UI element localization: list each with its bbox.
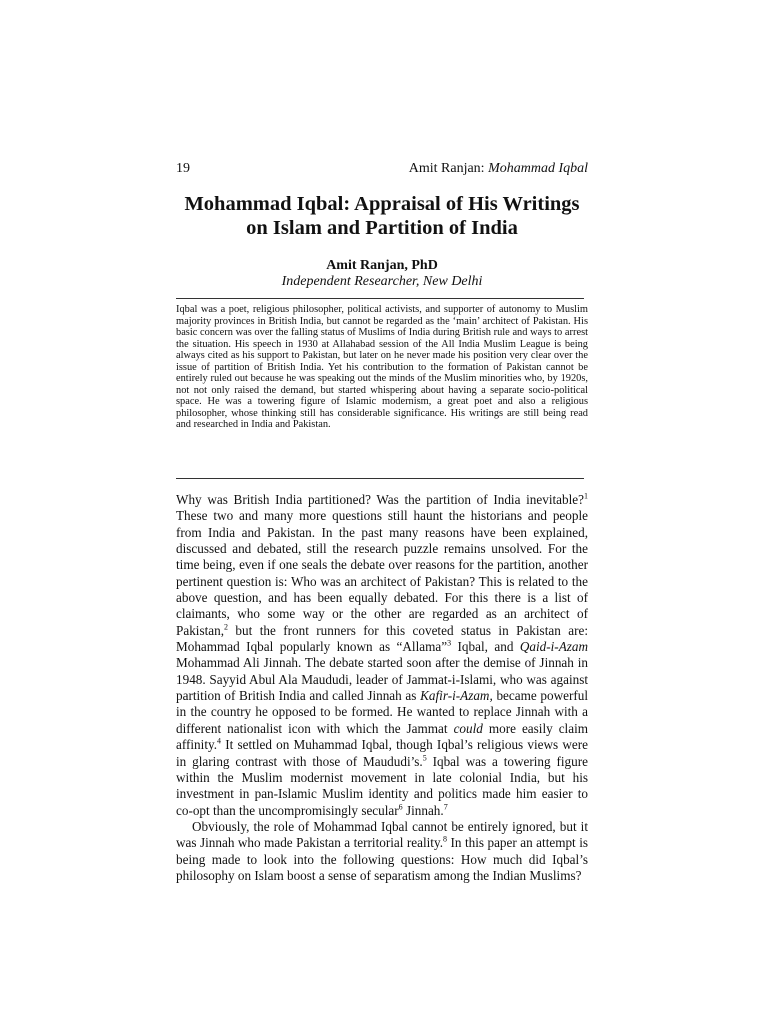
running-head-title: Mohammad Iqbal <box>488 161 588 176</box>
title-line-2: on Islam and Partition of India <box>246 217 518 239</box>
abstract: Iqbal was a poet, religious philosopher, political activists, and supporter of autonomy to Muslim majority provinces in British India, but cannot be regarded as the ‘main’ architect of Pakistan. His basic concern was over the falling status of Muslims of India during British rule and ways to arrest the situation. His speech in 1930 at Allahabad session of the All India Muslim League is being always cited as his support to Pakistan, but later on he never made his position very clear over the issue of partition of British India. Yet his contribution to the formation of Pakistan cannot be entirely ruled out because he was speaking out the minds of the Muslim minorities who, by 1920s, not not only raised the demand, but started whispering about having a separate socio-political space. He was a towering figure of Islamic modernism, a great poet and also a religious philosopher, whose thinking still has considerable significance. His writings are still being read and researched in India and Pakistan. <box>176 304 588 431</box>
text-run: more easily claim affinity. <box>176 720 588 753</box>
body-paragraph-2 <box>176 819 588 884</box>
text-run: Iqbal, and <box>451 639 520 655</box>
footnote-ref-5: 5 <box>422 753 427 763</box>
footnote-ref-7: 7 <box>443 802 448 812</box>
text-run: Jinnah. <box>402 802 444 818</box>
running-head-author: Amit Ranjan: <box>408 161 489 176</box>
body-text <box>176 492 588 884</box>
page-number: 19 <box>176 161 190 176</box>
body-paragraph-1 <box>176 492 588 819</box>
paper-title <box>140 192 624 240</box>
running-header <box>176 161 588 177</box>
footnote-ref-4: 4 <box>217 736 222 746</box>
text-run: became powerful in the country he opposed to be formed. He wanted to replace Jinnah with a different nationalist icon with which the Jammat <box>176 688 588 736</box>
text-run: but the front runners for this coveted status in Pakistan are: Mohammad Iqbal popularly known as “Allama” <box>176 622 588 655</box>
text-run: Obviously, the role of Mohammad Iqbal cannot be entirely ignored, but it was Jinnah who made Pakistan a territorial reality. <box>176 818 588 851</box>
text-run: Mohammad Ali Jinnah. The debate started soon after the demise of Jinnah in 1948. Sayyid Abul Ala Maududi, leader of Jammat-i-Islami, who was against partition of British India and called Jinnah as <box>176 655 588 704</box>
divider-top <box>176 298 584 299</box>
text-run: In this paper an attempt is being made to look into the following questions: How much did Iqbal’s philosophy on Islam boost a sense of separatism among the Indian Muslims? <box>176 835 588 883</box>
italic-term: could <box>453 720 483 736</box>
text-run: It settled on Muhammad Iqbal, though Iqbal’s religious views were in glaring contrast with those of Maududi’s. <box>176 737 588 769</box>
text-run: Why was British India partitioned? Was the partition of India inevitable? <box>176 492 584 507</box>
footnote-ref-6: 6 <box>398 802 403 812</box>
divider-bottom <box>176 478 584 479</box>
running-head <box>409 161 588 177</box>
text-run: Iqbal was a towering figure within the Muslim modernist movement in late colonial India, but his investment in pan-Islamic Muslim identity and politics made him easier to co-opt than the uncompromisingly secular <box>176 753 588 818</box>
italic-term: Qaid-i-Azam <box>519 639 589 655</box>
text-run: These two and many more questions still haunt the historians and people from India and Pakistan. In the past many reasons have been explained, discussed and debated, still the research puzzle remains unsolved. For the time being, even if one seals the debate over reasons for the partition, another pertinent question is: Who was an architect of Pakistan? This is related to the above question, and has been equally debated. For this there is a list of claimants, who some way or the other are regarded as an architect of Pakistan, <box>176 508 588 638</box>
author-name: Amit Ranjan, PhD <box>326 258 438 273</box>
italic-term: Kafir-i-Azam, <box>420 688 493 704</box>
footnote-ref-8: 8 <box>443 834 448 844</box>
author-affiliation: Independent Researcher, New Delhi <box>281 274 483 289</box>
footnote-ref-1: 1 <box>584 491 588 501</box>
footnote-ref-2: 2 <box>224 622 228 632</box>
footnote-ref-3: 3 <box>447 638 452 648</box>
title-line-1: Mohammad Iqbal: Appraisal of His Writings <box>184 193 580 215</box>
